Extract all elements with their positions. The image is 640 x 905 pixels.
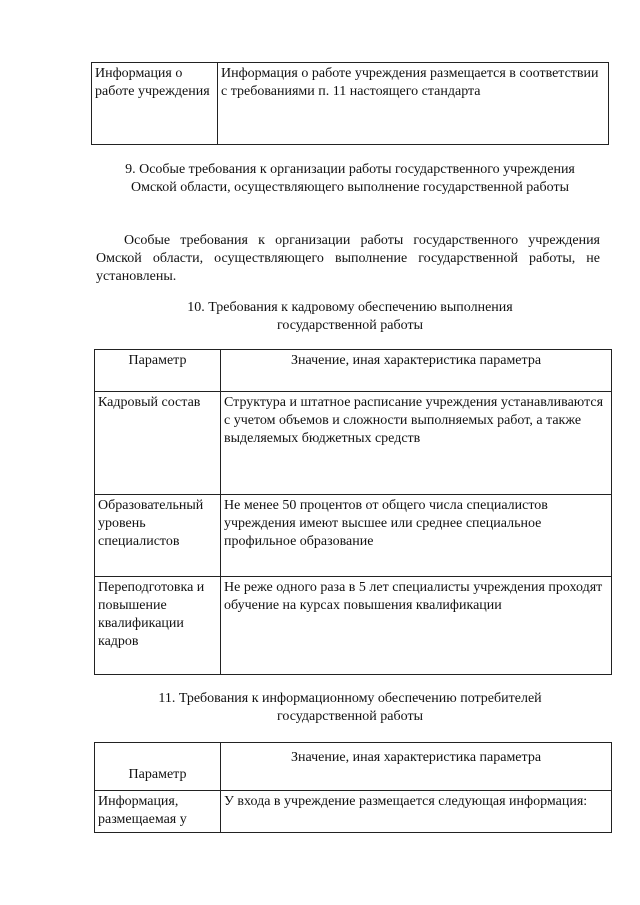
header-value: Значение, иная характеристика параметра xyxy=(221,350,612,392)
table-header-row xyxy=(95,350,612,392)
table-staffing xyxy=(94,349,612,675)
value-cell: Информация о работе учреждения размещается в соответствии с требованиями п. 11 настоящего стандарта xyxy=(218,63,609,145)
table-row xyxy=(92,63,609,145)
param-cell: Кадровый состав xyxy=(95,392,221,495)
section-9-heading: 9. Особые требования к организации работы государственного учреждения Омской области, осуществляющего выполнение государственной работы xyxy=(125,162,575,195)
section-10-heading: 10. Требования к кадровому обеспечению выполнения государственной работы xyxy=(187,300,513,333)
table-row xyxy=(95,392,612,495)
value-cell: Не менее 50 процентов от общего числа специалистов учреждения имеют высшее или среднее специальное профильное образование xyxy=(221,495,612,577)
header-param: Параметр xyxy=(95,350,221,392)
table-row xyxy=(95,577,612,675)
table-row xyxy=(95,791,612,833)
param-cell: Переподготовка и повышение квалификации кадров xyxy=(95,577,221,675)
section-9-paragraph: Особые требования к организации работы государственного учреждения Омской области, осуществляющего выполнение государственной работы, не установлены. xyxy=(96,233,600,284)
table-information xyxy=(94,742,612,833)
section-11-heading: 11. Требования к информационному обеспечению потребителей государственной работы xyxy=(158,691,542,724)
table-work-info xyxy=(91,62,609,145)
value-cell: Не реже одного раза в 5 лет специалисты учреждения проходят обучение на курсах повышения квалификации xyxy=(221,577,612,675)
value-cell: У входа в учреждение размещается следующая информация: xyxy=(221,791,612,833)
header-value: Значение, иная характеристика параметра xyxy=(221,743,612,791)
value-cell: Структура и штатное расписание учреждения устанавливаются с учетом объемов и сложности выполняемых работ, а также выделяемых бюджетных средств xyxy=(221,392,612,495)
param-cell: Информация, размещаемая у xyxy=(95,791,221,833)
table-row xyxy=(95,495,612,577)
param-cell: Информация о работе учреждения xyxy=(92,63,218,145)
header-param: Параметр xyxy=(95,743,221,791)
table-header-row xyxy=(95,743,612,791)
param-cell: Образовательный уровень специалистов xyxy=(95,495,221,577)
